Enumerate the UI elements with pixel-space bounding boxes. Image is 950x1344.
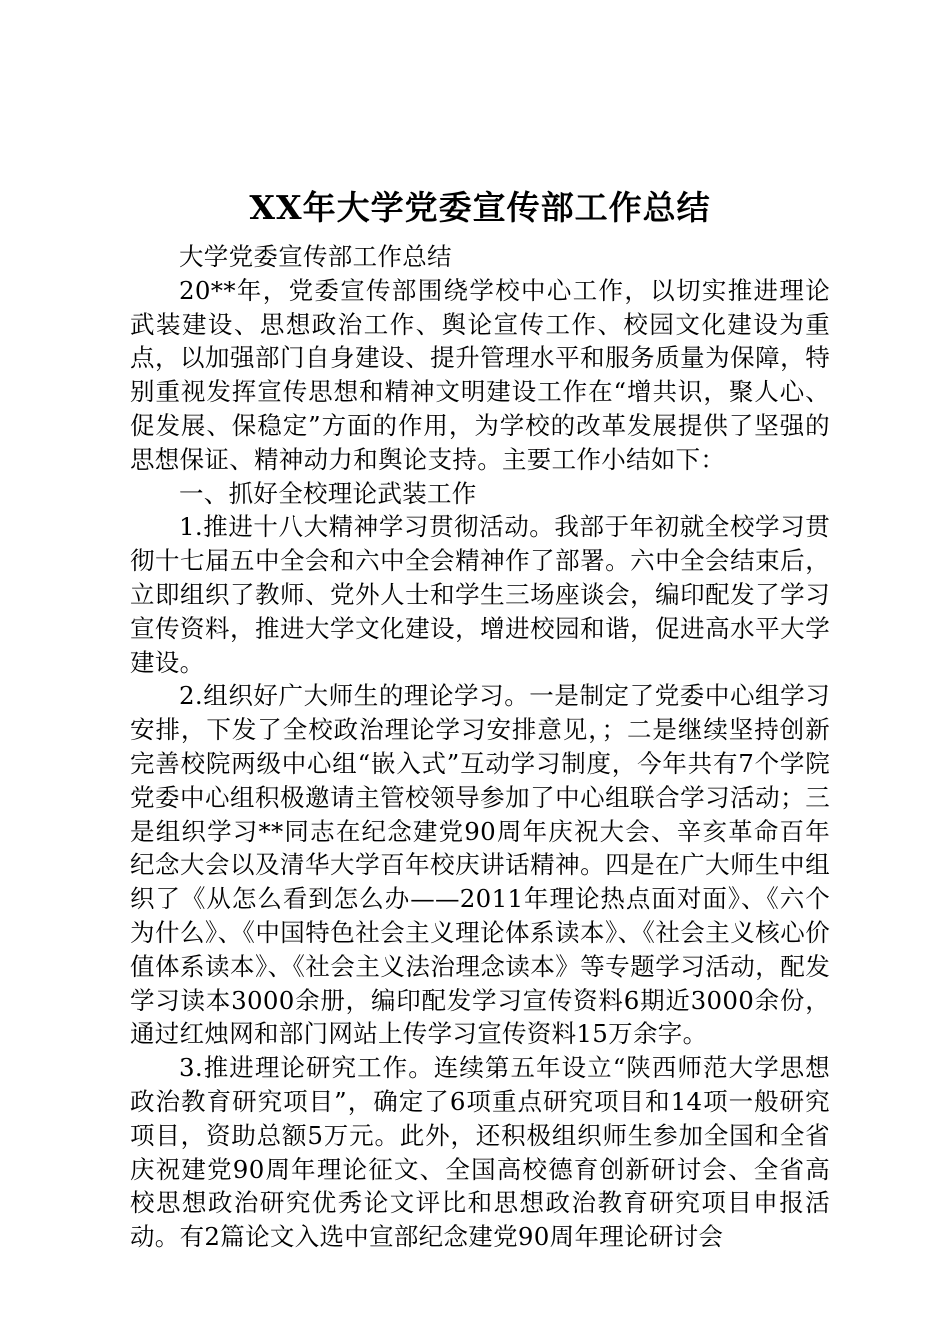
- paragraph-item-2: 2.组织好广大师生的理论学习。一是制定了党委中心组学习安排，下发了全校政治理论学习安排意见，；二是继续坚持创新完善校院两级中心组“嵌入式”互动学习制度，今年共有7个学院党委中心组积极邀请主管校领导参加了中心组联合学习活动；三是组织学习**同志在纪念建党90周年庆祝大会、辛亥革命百年纪念大会以及清华大学百年校庆讲话精神。四是在广大师生中组织了《从怎么看到怎么办——2011年理论热点面对面》、《六个为什么》、《中国特色社会主义理论体系读本》、《社会主义核心价值体系读本》、《社会主义法治理念读本》等专题学习活动，配发学习读本3000余册，编印配发学习宣传资料6期近3000余份，通过红烛网和部门网站上传学习宣传资料15万余字。: [130, 681, 830, 1049]
- paragraph-intro: 20**年，党委宣传部围绕学校中心工作，以切实推进理论武装建设、思想政治工作、舆论宣传工作、校园文化建设为重点，以加强部门自身建设、提升管理水平和服务质量为保障，特别重视发挥宣传思想和精神文明建设工作在“增共识，聚人心、促发展、保稳定”方面的作用，为学校的改革发展提供了坚强的思想保证、精神动力和舆论支持。主要工作小结如下：: [130, 275, 830, 474]
- paragraph-item-1: 1.推进十八大精神学习贯彻活动。我部于年初就全校学习贯彻十七届五中全会和六中全会精神作了部署。六中全会结束后，立即组织了教师、党外人士和学生三场座谈会，编印配发了学习宣传资料，推进大学文化建设，增进校园和谐，促进高水平大学建设。: [130, 512, 830, 677]
- document-title: XX年大学党委宣传部工作总结: [249, 188, 711, 227]
- paragraph-subtitle: 大学党委宣传部工作总结: [179, 242, 452, 271]
- paragraph-item-3: 3.推进理论研究工作。连续第五年设立“陕西师范大学思想政治教育研究项目”，确定了6项重点研究项目和14项一般研究项目，资助总额5万元。此外，还积极组织师生参加全国和全省庆祝建党90周年理论征文、全国高校德育创新研讨会、全省高校思想政治研究优秀论文评比和思想政治教育研究项目申报活动。有2篇论文入选中宣部纪念建党90周年理论研讨会: [130, 1053, 830, 1252]
- section-heading-1: 一、抓好全校理论武装工作: [179, 478, 477, 508]
